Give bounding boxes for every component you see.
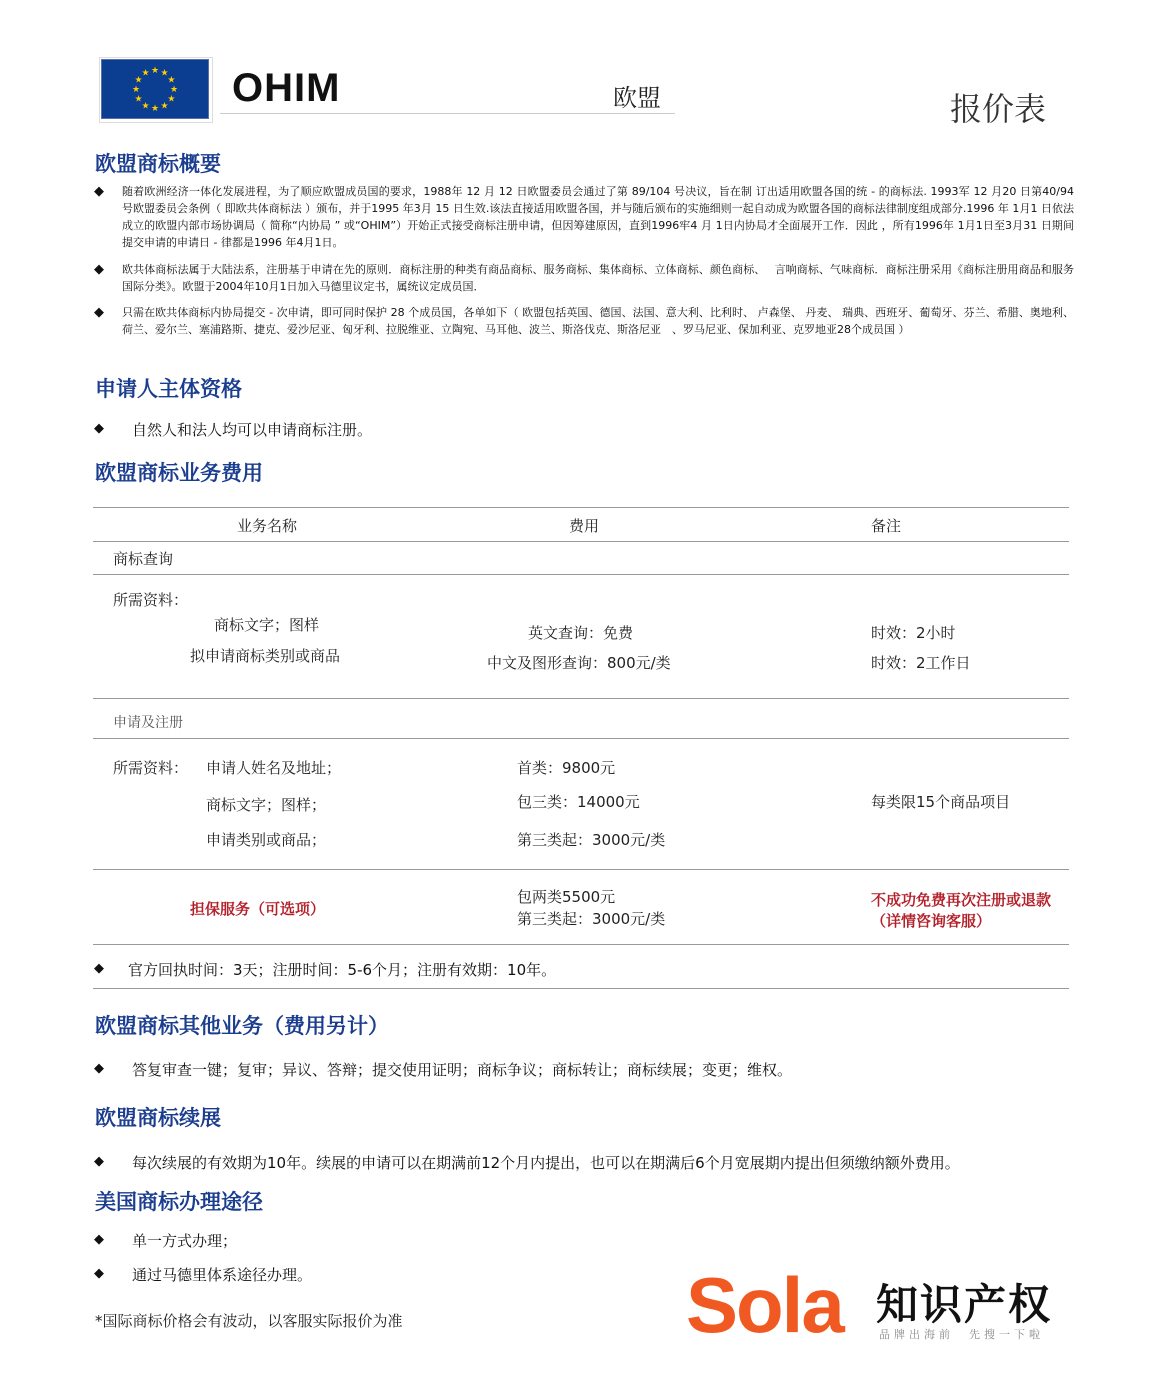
bullet-icon: ◆ <box>94 184 104 199</box>
registration-material-3: 申请类别或商品； <box>206 831 327 849</box>
search-material-2: 拟申请商标类别或商品 <box>190 647 341 665</box>
flag-star-icon: ★ <box>131 85 141 95</box>
flag-star-icon: ★ <box>160 101 169 112</box>
other-services-text: 答复审查一键；复审；异议、答辩；提交使用证明；商标争议；商标转让；商标续展；变更；维权。 <box>132 1061 793 1079</box>
guarantee-fee-1: 包两类5500元 <box>517 888 616 906</box>
section-heading-fees: 欧盟商标业务费用 <box>95 461 263 485</box>
registration-materials-label: 所需资料： <box>113 759 189 777</box>
table-row-rule <box>93 738 1069 739</box>
header-divider <box>220 113 675 114</box>
flag-star-icon: ★ <box>134 94 143 105</box>
sola-logo: Sola <box>686 1261 843 1349</box>
price-footnote: *国际商标价格会有波动，以客服实际报价为准 <box>95 1312 403 1330</box>
column-header-service: 业务名称 <box>237 517 298 535</box>
eligibility-text: 自然人和法人均可以申请商标注册。 <box>132 421 373 439</box>
overview-paragraph-2: 欧共体商标法属于大陆法系，注册基于申请在先的原则．商标注册的种类有商品商标、服务商标、集体商标、立体商标、颜色商标、 言响商标、气味商标．商标注册采用《商标注册用商品和服务国际分类》。欧盟于2004年10月1日加入马德里议定书，属统议定成员国． <box>122 263 1074 293</box>
logo-slogan: 品牌出海前 先搜一下啦 <box>879 1328 1044 1341</box>
table-row-rule <box>93 944 1069 945</box>
registration-fee-extra: 第三类起：3000元/类 <box>517 831 666 849</box>
region-label: 欧盟 <box>613 84 661 112</box>
bullet-icon: ◆ <box>94 961 104 976</box>
section-heading-renewal: 欧盟商标续展 <box>95 1106 221 1130</box>
flag-star-icon: ★ <box>141 101 150 112</box>
registration-material-2: 商标文字；图样； <box>206 796 327 814</box>
table-row-rule <box>93 574 1069 575</box>
flag-star-icon: ★ <box>150 104 160 114</box>
search-fee-english: 英文查询：免费 <box>528 624 634 642</box>
section-heading-overview: 欧盟商标概要 <box>95 152 221 176</box>
flag-star-icon: ★ <box>167 94 176 105</box>
table-header-rule <box>93 541 1069 542</box>
bullet-icon: ◆ <box>94 1266 104 1281</box>
search-fee-chinese: 中文及图形查询：800元/类 <box>487 654 671 672</box>
search-note-2: 时效：2工作日 <box>871 654 971 672</box>
registration-fee-three: 包三类：14000元 <box>517 793 640 811</box>
guarantee-title: 担保服务（可选项） <box>190 900 326 918</box>
table-row-rule <box>93 869 1069 870</box>
registration-material-1: 申请人姓名及地址； <box>206 759 342 777</box>
page-title: 报价表 <box>950 90 1047 128</box>
search-material-1: 商标文字；图样 <box>214 616 320 634</box>
guarantee-note-2: （详情咨询客服） <box>871 912 992 930</box>
flag-star-icon: ★ <box>160 68 169 79</box>
section-heading-eligibility: 申请人主体资格 <box>95 377 242 401</box>
search-materials-label: 所需资料： <box>113 591 189 609</box>
overview-paragraph-3: 只需在欧共体商标内协局提交 - 次申请，即可同时保护 28 个成员国，各单如下（ 欧盟包括英国、德国、法国、意大利、比利时、 卢森堡、 丹麦、 瑞典、西班牙、葡萄牙、芬兰、希腊、奥地利、荷兰、爱尔兰、塞浦路斯、捷克、爱沙尼亚、匈牙利、拉脱维亚、立陶宛、马耳他、波兰、斯洛伐克、斯洛尼亚 、罗马尼亚、保加利亚、克罗地亚28个成员国 ） <box>122 306 1074 336</box>
bullet-icon: ◆ <box>94 421 104 436</box>
row-title-search: 商标查询 <box>113 550 174 568</box>
registration-note: 每类限15个商品项目 <box>871 793 1011 811</box>
flag-star-icon: ★ <box>134 75 143 86</box>
flag-star-icon: ★ <box>167 75 176 86</box>
registration-fee-first: 首类：9800元 <box>517 759 616 777</box>
route-item-1: 单一方式办理； <box>132 1232 238 1250</box>
renewal-text: 每次续展的有效期为10年。续展的申请可以在期满前12个月内提出，也可以在期满后6个月宽展期内提出但须缴纳额外费用。 <box>132 1154 960 1172</box>
bullet-icon: ◆ <box>94 262 104 277</box>
bullet-icon: ◆ <box>94 1061 104 1076</box>
bullet-icon: ◆ <box>94 305 104 320</box>
timing-text: 官方回执时间：3天；注册时间：5-6个月；注册有效期：10年。 <box>128 961 557 979</box>
section-heading-other: 欧盟商标其他业务（费用另计） <box>95 1014 389 1038</box>
table-bottom-rule <box>93 988 1069 989</box>
column-header-note: 备注 <box>871 517 902 535</box>
eu-flag-icon <box>101 59 209 119</box>
flag-star-icon: ★ <box>141 68 150 79</box>
guarantee-note-1: 不成功免费再次注册或退款 <box>871 891 1052 909</box>
search-note-1: 时效：2小时 <box>871 624 956 642</box>
guarantee-fee-2: 第三类起：3000元/类 <box>517 910 666 928</box>
bullet-icon: ◆ <box>94 1154 104 1169</box>
logo-name: 知识产权 <box>876 1280 1053 1329</box>
row-title-registration: 申请及注册 <box>113 715 183 731</box>
overview-paragraph-1: 随着欧洲经济一体化发展进程，为了顺应欧盟成员国的要求，1988年 12 月 12 日欧盟委员会通过了第 89/104 号决议，旨在制 订出适用欧盟各国的统 - 的商标法. 1993军 12 月20 日第40/94 号欧盟委员会条例（ 即欧共体商标法 ）颁布，并于1995 年3月 15 日生效.该法直接适用欧盟各国，并与随后颁布的实施细则一起自动成为欧盟各国的商标法律制度组成部分.1996 年 1月1 日依法成立的欧盟内部市场协调局（ 简称“内协局 ” 或“OHIM”）开始正式接受商标注册申请，但因筹建原因，直到1996牢4 月 1日内协局才全面展开工作．因此 ，所有1996年 1月1日至3月31 日期间提交申请的申请日 - 律都是1996 年4月1日。 <box>122 185 1074 249</box>
section-heading-routes: 美国商标办理途径 <box>95 1190 263 1214</box>
brand-title: OHIM <box>232 66 341 110</box>
table-row-rule <box>93 698 1069 699</box>
bullet-icon: ◆ <box>94 1232 104 1247</box>
flag-star-icon: ★ <box>169 85 179 95</box>
route-item-2: 通过马德里体系途径办理。 <box>132 1266 313 1284</box>
column-header-fee: 费用 <box>569 517 600 535</box>
table-top-rule <box>93 507 1069 508</box>
flag-star-icon: ★ <box>150 66 160 76</box>
